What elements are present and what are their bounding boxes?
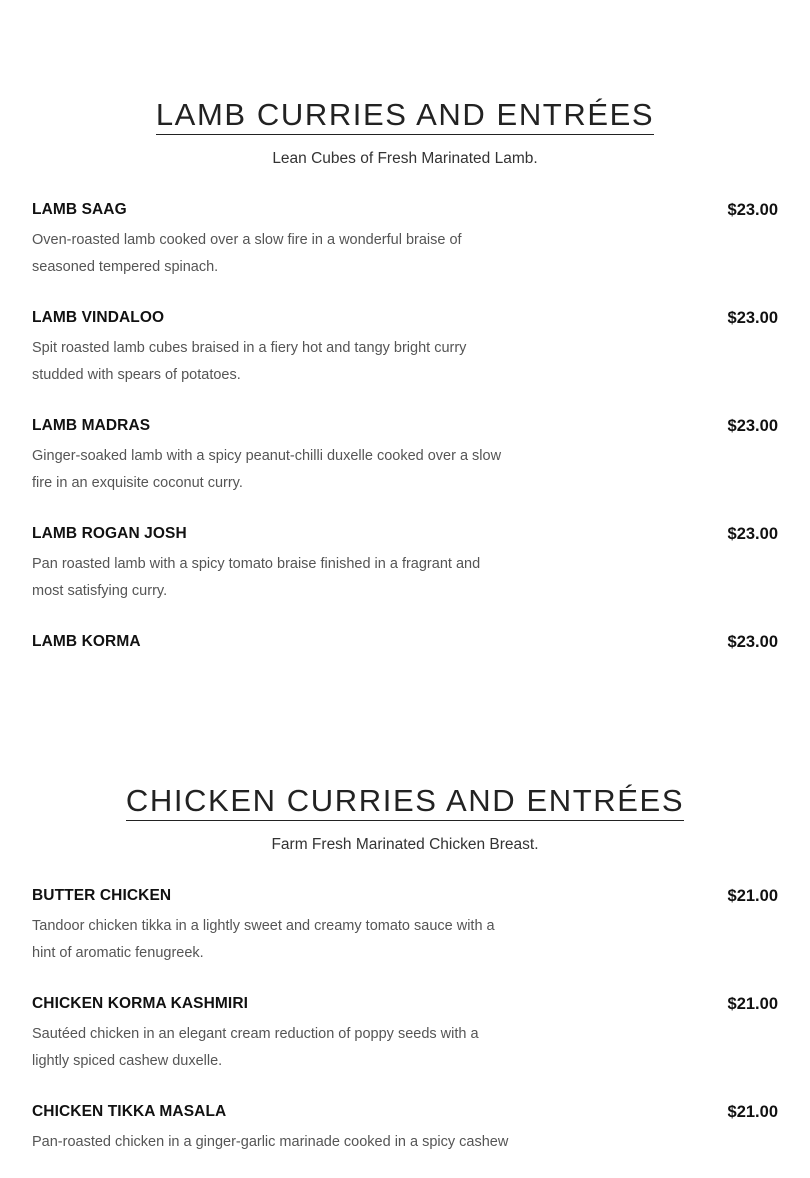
menu-item [0,1097,810,1156]
item-price: $23.00 [727,309,778,327]
item-name: LAMB ROGAN JOSH [32,525,187,542]
item-price: $21.00 [727,1103,778,1121]
menu-items [0,881,810,1156]
menu-item [0,195,810,281]
menu-item [0,627,810,657]
menu-item [0,989,810,1075]
item-description: Sautéed chicken in an elegant cream reduction of poppy seeds with a lightly spiced cashew duxelle. [32,1026,479,1069]
menu-item [0,411,810,497]
item-description: Pan-roasted chicken in a ginger-garlic marinade cooked in a spicy cashew [32,1134,509,1150]
item-description: Oven-roasted lamb cooked over a slow fire in a wonderful braise of seasoned tempered spinach. [32,232,462,275]
section-title: CHICKEN CURRIES AND ENTRÉES [126,782,684,821]
item-name: LAMB MADRAS [32,417,151,434]
item-description: Ginger-soaked lamb with a spicy peanut-chilli duxelle cooked over a slow fire in an exquisite coconut curry. [32,448,502,491]
item-price: $23.00 [727,417,778,435]
item-description: Tandoor chicken tikka in a lightly sweet and creamy tomato sauce with a hint of aromatic fenugreek. [32,918,495,961]
item-name: CHICKEN KORMA KASHMIRI [32,995,249,1012]
item-name: LAMB SAAG [32,201,127,218]
lamb-section [0,96,810,679]
item-description: Spit roasted lamb cubes braised in a fiery hot and tangy bright curry studded with spears of potatoes. [32,340,467,383]
item-name: LAMB VINDALOO [32,309,165,326]
item-name: CHICKEN TIKKA MASALA [32,1103,227,1120]
chicken-section [0,782,810,1178]
menu-item [0,303,810,389]
item-price: $21.00 [727,887,778,905]
item-price: $21.00 [727,995,778,1013]
menu-item [0,519,810,605]
section-subtitle: Lean Cubes of Fresh Marinated Lamb. [272,150,538,167]
section-subtitle: Farm Fresh Marinated Chicken Breast. [271,836,539,853]
menu-items [0,195,810,657]
item-price: $23.00 [727,525,778,543]
item-name: BUTTER CHICKEN [32,887,172,904]
menu-item [0,881,810,967]
item-price: $23.00 [727,633,778,651]
item-description: Pan roasted lamb with a spicy tomato braise finished in a fragrant and most satisfying curry. [32,556,481,599]
section-title: LAMB CURRIES AND ENTRÉES [156,96,654,135]
item-name: LAMB KORMA [32,633,141,650]
item-price: $23.00 [727,201,778,219]
